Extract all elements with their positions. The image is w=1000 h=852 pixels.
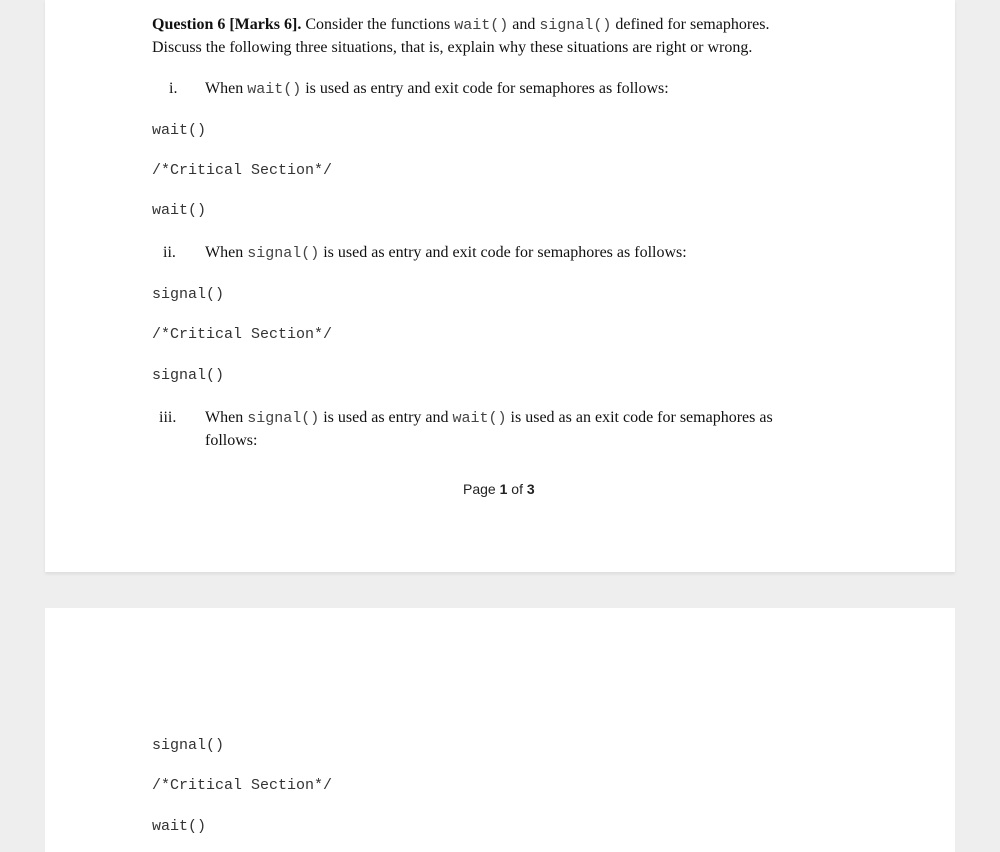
code-line: signal() (152, 286, 225, 303)
wait-function: wait() (454, 17, 509, 34)
page-current: 1 (499, 481, 508, 497)
page-number: Page 1 of 3 (463, 481, 535, 497)
code-line: signal() (152, 367, 225, 384)
code-line: wait() (152, 818, 207, 835)
page-1 (45, 0, 955, 572)
item-i-marker: i. (169, 80, 178, 97)
code-line: signal() (152, 737, 225, 754)
question-title: Question 6 [Marks 6]. (152, 16, 302, 33)
item-iii-text-cont: follows: (205, 432, 258, 449)
item-iii-text: When signal() is used as entry and wait() is used as an exit code for semaphores as (205, 409, 773, 427)
page-2 (45, 608, 955, 852)
question-line-1: Question 6 [Marks 6]. Consider the functions wait() and signal() defined for semaphores. (152, 16, 770, 34)
code-line: wait() (152, 202, 207, 219)
item-ii-text: When signal() is used as entry and exit code for semaphores as follows: (205, 244, 687, 262)
item-i-text: When wait() is used as entry and exit code for semaphores as follows: (205, 80, 669, 98)
page-total: 3 (526, 481, 535, 497)
code-line: /*Critical Section*/ (152, 777, 333, 794)
item-iii-marker: iii. (159, 409, 177, 426)
question-line-2: Discuss the following three situations, that is, explain why these situations are right or wrong. (152, 39, 753, 56)
code-line: /*Critical Section*/ (152, 326, 333, 343)
item-ii-marker: ii. (163, 244, 176, 261)
signal-function: signal() (539, 17, 612, 34)
code-line: /*Critical Section*/ (152, 162, 333, 179)
code-line: wait() (152, 122, 207, 139)
